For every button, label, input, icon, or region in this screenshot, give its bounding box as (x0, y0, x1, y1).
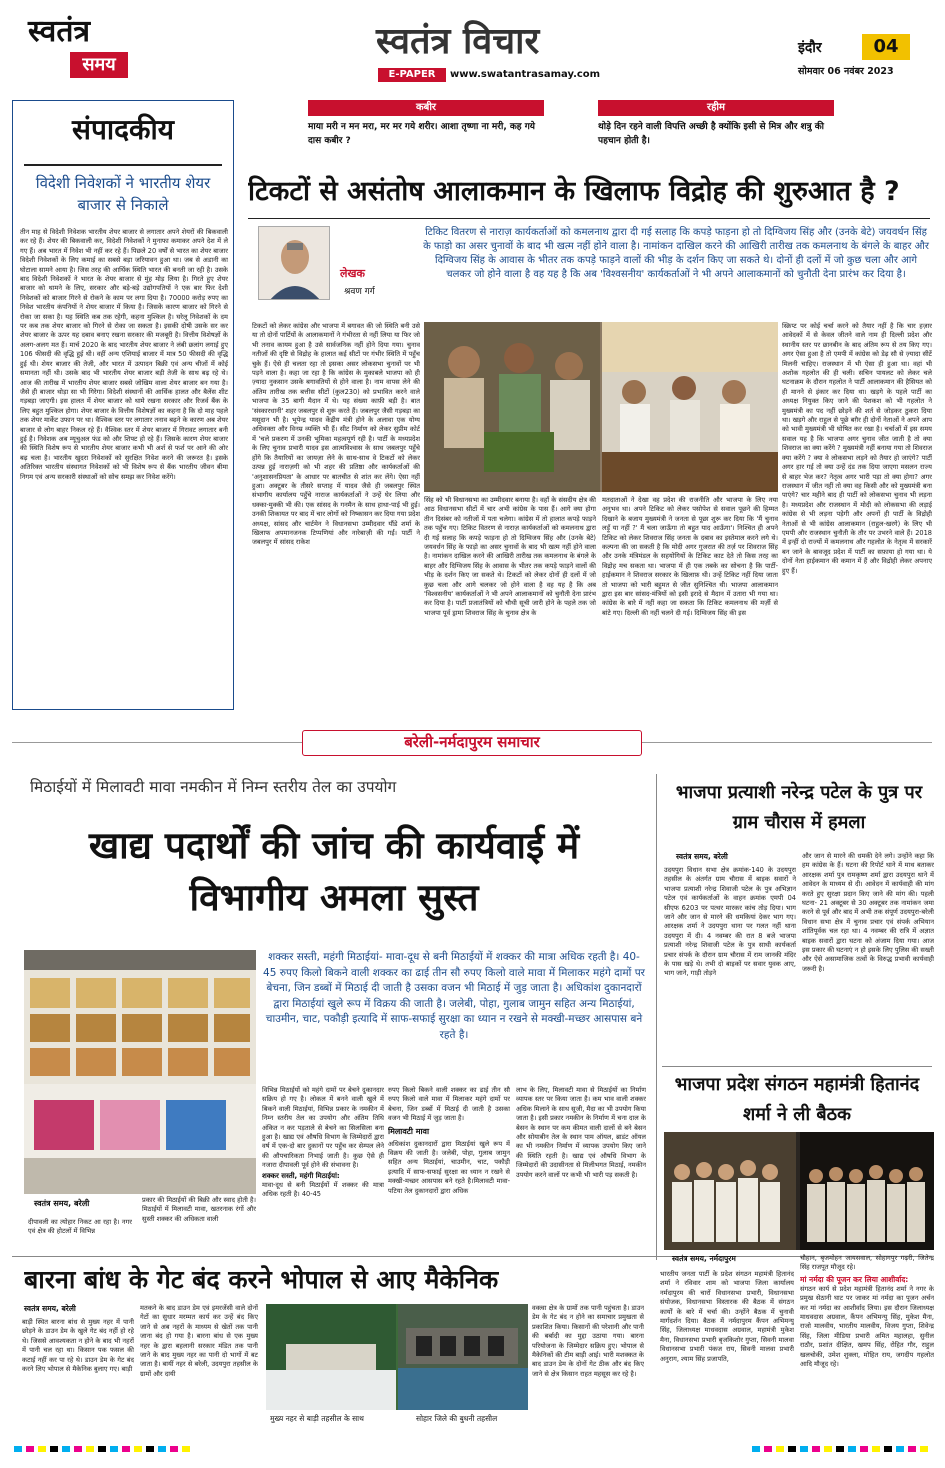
food-column-2: रुपए किलो बिकने वाली शक्कर का ढाई तीन सौ रुपए किलो वाले मावा में मिलाकर महंगे दामों पर बेचना, जिन डब्बों में मिठाई दी जाती है उसका वजन भी मिठाई में जुड़ जाता है। (388, 1086, 510, 1123)
sharma-column-2-sub: मां नर्मदा की पूजन कर लिया आशीर्वाद: (800, 1274, 909, 1284)
author-name: श्रवण गर्ग (344, 287, 375, 297)
sharma-column-1: भारतीय जनता पार्टी के प्रदेश संगठन महामंत्री हितानंद शर्मा ने रविवार शाम को भाजपा जिला कार्यालय नर्मदापुरम की चारों विधानसभा प्रभारी, विधानसभा संयोजक, विधानसभा विस्तारक की बैठक में संगठन कार्यों के बारे में चर्चा की। उन्होंने बैठक में चुनावी मार्गदर्शन दिया। बैठक में नर्मदापुरम कैंपन अभिमन्यु सिंह, जिलाध्यक्ष माधवदास अग्रवाल, महामंत्री मुकेश मैना, विधानसभा प्रभारी बृजकिशोर गुप्ता, सिवनी मालवा विधानसभा प्रभारी पंकज राय, सिवनी मालवा प्रभारी अनुराग, श्याम सिंह प्रजापति, (660, 1270, 794, 1363)
patel-headline: भाजपा प्रत्याशी नरेन्द्र पटेल के पुत्र पर ग्राम चौरास में हमला (675, 782, 923, 833)
food-headline: खाद्य पदार्थों की जांच की कार्यवाई में विभागीय अमला सुस्त (88, 824, 580, 919)
patel-column-2: और जान से मारने की धमकी देने लगे। उन्होंने कहा कि हम कांग्रेस के हैं। घटना की रिपोर्ट थाने में माथ बताकर आरक्षक शर्मा पुत्र रामकृष्ण शर्मा द्वारा उदयपुरा थाने में आवेदन के माध्यम से दी। आवेदन में कार्यवाही की मांग करते हुए सुरक्षा प्रदान किए जाने की मांग की। पहली घटना- 21 अक्टूबर से 30 अक्टूबर तक नामांकन जमा करने से पूर्व और बाद में अभी तक संपूर्ण उदयपुरा-बरेली विधान सभा क्षेत्र में चुनाव प्रचार एवं संपर्क अभियान शांतिपूर्वक चल रहा था। 4 नवम्बर की रात्रि में अज्ञात बाइक सवारों द्वारा घटना को अंजाम दिया गया। आज इस प्रकार की घटनाएं न हो इसके लिए पुलिस की सख्ती और ऐसे असामाजिक तत्वों के विरुद्ध प्रभावी कार्यवाही जरूरी है। (802, 852, 934, 973)
sharma-column-2: चौहान, बृजमोहन जायसवाल, सोहागपुर गढ़री, जितेन्द्र सिंह राजपूत मौजूद रहे। (800, 1254, 934, 1272)
author-photo (258, 226, 330, 300)
city-label: इंदौर (798, 40, 822, 56)
page-title: स्वतंत्र विचार (376, 20, 540, 62)
color-bar-left (14, 1446, 194, 1452)
food-col-2-wrap (388, 1086, 510, 1250)
baran-photo (266, 1304, 528, 1410)
logo-line2: समय (70, 52, 128, 78)
section-banner: बरेली-नर्मदापुरम समाचार (302, 730, 642, 756)
food-intro: शक्कर सस्ती, महंगी मिठाईयां- मावा-दूध से बनी मिठाईयों में शक्कर की मात्रा अधिक रहती है। 40-45 रुपए किलो बिकने वाली शक्कर का ढाई तीन सौ रुपए किलो वाले मावा में मिलाकर महंगे दामों पर बेचना, जिन डब्बों में मिठाई दी जाती है उसका वजन भी मिठाई में जुड़ जाता है। अधिकांश दुकानदारों द्वारा मिठाईयां खुले रूप में विक्रय की जाती है। जलेबी, पोहा, गुलाब जामुन सहित अन्य मिठाईयां, चाउमीन, चाट, पकौड़ी इत्यादि में साफ-सफाई सुरक्षा का ध्यान न रखने से मक्खी-मच्छर आसपास बने रहते है। (263, 951, 645, 1041)
quote-author: रहीम (598, 100, 834, 116)
quote-text: थोड़े दिन रहने वाली विपत्ति अच्छी है क्योंकि इसी से मित्र और शत्रु की पहचान होती है। (598, 122, 824, 146)
lead-headline: टिकटों से असंतोष आलाकमान के खिलाफ विद्रोह की शुरुआत है ? (248, 176, 900, 207)
date-line: सोमवार 06 नवंबर 2023 (798, 66, 894, 77)
quote-text: माया मरी न मन मरा, मर मर गये शरीर। आशा तृष्णा ना मरी, कह गये दास कबीर ? (308, 122, 535, 146)
lead-column-4: स्क्रिप्ट पर कोई चर्चा करने को तैयार नहीं है कि चार हज़ार आवेदकों में से केवल जीतने वाले नाम ही दिल्ली प्रदेश और स्थानीय स्तर पर छानबीन के बाद अंतिम रूप से तय किए गए। अगर ऐसा हुआ है तो एमपी में कांग्रेस को डेढ़ सौ से ज़्यादा सीटें मिलनी चाहिए। राजस्थान में भी ऐसा ही हुआ था। वहां भी अशोक गहलोत की ही चली। सचिन पायलट को लेकर चले घटनाक्रम के दौरान गहलोत ने पार्टी आलाकमान की हैसियत को ही मानने से इंकार कर दिया था। खड़गे के पहले पार्टी का अध्यक्ष नियुक्त किए जाने की पेशकश को भी गहलोत ने मुख्यमंत्री का पद नहीं छोड़ने की शर्त से जोड़कर ठुकरा दिया था। खड़गे और राहुल से पूछे बग़ैर ही दोनों नेताओं ने अपने आप को भावी मुख्यमंत्री भी घोषित कर रखा है। चर्चाओं में इस समय सवाल यह है कि भाजपा अगर चुनाव जीत जाती है तो क्या शिवराज का क्या करेंगे ? मुख्यमंत्री नहीं बनाया गया तो शिवराज क्या करेंगे ? क्या वे लोकसभा लड़ने को तैयार हो जाएंगे? पार्टी अगर हार गई तो क्या उन्हें दंड तक दिया जाएगा मसलन राज्य से बाहर भेज कर? नेतृत्व अगर भारी पड़ा तो क्या होगा? अगर राजस्थान में जीत नहीं तो क्या वह किसी और को मुख्यमंत्री बना पाएंगे? चार महीने बाद ही पार्टी को लोकसभा चुनाव भी लड़ना है। मध्यप्रदेश और राजस्थान में मोदी को लोकसभा की लड़ाई कांग्रेस से भी लड़ना पड़ेगी और अपनों ही पार्टी के विद्रोही नेताओं से भी कांग्रेस आलाकमान (राहुल-खरगे) के लिए भी एमपी और राजस्थान चुनौती के तौर पर उभरने वाले हैं। 2018 में इन्हीं दो राज्यों में कमलनाथ और गहलोत के नेतृत्व में सरकारें बन जाने के बावजूद प्रदेश में पार्टी का सफ़ाया हो गया था। ये दोनों नेता हाईकमान की कमान में हैं और विद्रोही लेकर अपनाए हुए हैं। (782, 322, 932, 575)
quote-box-kabir (308, 100, 544, 156)
divider (248, 218, 930, 219)
page-number: 04 (862, 34, 910, 60)
food-col-prefix: प्रकार की मिठाईयों की बिक्री और स्वाद होती है। मिठाईयों में मिलावटी मावा, खतरनाक रंगों और सुस्ती शक्कर की अधिकता वाली (142, 1196, 256, 1223)
sharma-photo (664, 1132, 934, 1250)
food-photo-credit: स्वतंत्र समय, बरेली (34, 1199, 90, 1208)
site-url[interactable]: www.swatantrasamay.com (450, 69, 601, 80)
food-kicker: मिठाईयों में मिलावटी मावा नमकीन में निम्न स्तरीय तेल का उपयोग (30, 778, 397, 796)
quote-author: कबीर (308, 100, 544, 116)
baran-column-4: वक्त्वा क्षेत्र के ग्रामों तक पानी पहुंचता है। डाउन डेम के गेट बंद न होने का समाचार प्रमुखता से प्रकाशित किया। किसानों की परेशानी और पानी की बर्बादी का मुद्दा उठाया गया। बारना परियोजना के जिम्मेदार सक्रिय हुए। भोपाल से मैकेनिकों की टीम बाड़ी आई। भारी मशक्कत के बाद डाउन डेम के दोनों गेट ठीक और बंद किए जाने से क्षेत्र किसान राहत महसूस कर रहे है। (532, 1304, 644, 1378)
color-bar-right (752, 1446, 932, 1452)
divider (656, 774, 657, 1260)
sharma-col-2-wrap (800, 1254, 934, 1430)
author-label: लेखक (340, 267, 365, 280)
baran-photo-caption-a: मुख्य नहर से बाड़ी तहसील के साथ (270, 1414, 364, 1423)
food-column-2-sub: मिलावटी मावा (388, 1126, 430, 1136)
lead-column-3: मतदाताओं ने देखा वह प्रदेश की राजनीति और भाजपा के लिए नया अनुभव था। अपने टिकिट को लेकर पसोपेश से सवाल पूछने की हिम्मत दिखाने के बजाय मुख्यमंत्री ने जनता से पूछा शुरू कर दिया कि 'मैं चुनाव लड़ूँ या नहीं ?' मैं चला जाऊँगा तो बहुत याद आऊँगा'। निश्चित ही अपने टिकिट को लेकर शिवराज सिंह जनता के दबाव का इस्तेमाल करने लगे थे। कल्पना की जा सकती है कि मोदी अगर गुजरात की तर्ज़ पर शिवराज सिंह और उनके मंत्रिमंडल के सहयोगियों के टिकिट काट देते तो किस तरह का विद्रोह मच सकता था। भाजपा में ही एक तबके का सोचना है कि पार्टी-हाईकमान ने शिवराज सरकार के खिलाफ़ थी। उन्हें टिकिट नहीं दिया जाता तो भाजपा को भारी बहुमत से जीत सुनिश्चित थी। भाजपा आलाकमान द्वारा इस बार सांसद-मंत्रियों को इसी इरादे से मैदान में उतारा भी गया था। कांग्रेस के बारे में नहीं कहा जा सकता कि टिकिट कमलनाथ की मर्ज़ी से बांटे गए। दिल्ली की नहीं चलने दी गई। दिग्विजय सिंह की इस (602, 496, 778, 617)
divider (24, 164, 222, 166)
food-column-2-b: अधिकांश दुकानदारों द्वारा मिठाईयां खुले रूप में विक्रय की जाती है। जलेबी, पोहा, गुलाब जामुन सहित अन्य मिठाईयां, चाउमीन, चाट, पकौड़ी इत्यादि में साफ-सफाई सुरक्षा का ध्यान न रखने से मक्खी-मच्छर आसपास बने रहते है।मिलावटी मावा-पटिया तेल दुकानदारों द्वारा अधिक (388, 1139, 510, 1195)
patel-column-1: उदयपुरा विधान सभा क्षेत्र क्रमांक-140 के उदयपुरा तहसील के अंतर्गत ग्राम चौरास में बाइक सवारों ने भाजपा प्रत्याशी नरेन्द्र शिवाजी पटेल के पुत्र अभिज्ञान पटेल एवं कार्यकर्ताओं के वाहन क्रमांक एमपी 04 सीएफ 6203 पर पत्थर मारकर कांच तोड़ दिया। भाग जाने और जान से मारने की धमकियां देकर भाग गए। आरक्षक शर्मा ने उदयपुरा थाना पर गलत नहीं थाना उदयपुरा में दी। 4 नवम्बर की रात 8 बजे भाजपा प्रत्याशी नरेन्द्र शिवाजी पटेल के पुत्र साथी कार्यकर्ता प्रचार संपर्क के दौरान ग्राम चौरास में राम जानकी मंदिर के पास खड़े थे। तभी दो बाइकों पर सवार युवक आए, भाग जाने, गाड़ी तोड़ने (664, 866, 796, 978)
food-photo (24, 950, 256, 1194)
baran-headline: बारना बांध के गेट बंद करने भोपाल से आए मैकेनिक (24, 1265, 499, 1294)
baran-column-1: बाड़ी स्थित बारना बांध से मुख्य नहर में पानी छोड़ने के डाउन डेम के खुले गेट बंद नहीं हो रहे थे। जिससे आवश्यकता न होने के बाद भी नहरों में पानी चल रहा था। किसान पक फसल की कटाई नहीं कर पा रहे थे। डाउन डेम के गेट बंद करने लिए भोपाल से मैकेनिक बुलाए गए। बाड़ी (22, 1318, 134, 1374)
editorial-body: तीन माह से विदेशी निवेशक भारतीय शेयर बाजार से लगातार अपने शेयरों की बिकवाली कर रहे हैं। शेयर की बिकवाली कर, विदेशी निवेशकों ने मुनाफा कमाकर अपने देश में ले गए हैं। अब भारत में निवेश भी नहीं कर रहे हैं। पिछले 20 वर्षों से भारत का शेयर बाजार विदेशी निवेशकों के लिए कमाई का सबसे बड़ा जरियावन हुआ था। जब से अडानी का घोटाला सामने आया है। जिस तरह की आर्थिक स्थिति भारत की बनती जा रही है। उसके बाद विदेशी निवेशकों ने भारत के शेयर बाजार से मुंह मोड़ लिया है। गिरते हुए शेयर बाजार को थामने के लिए, सरकार और बड़े-बड़े उद्योगपतियों ने एक बार फिर देशी निवेशकों को बाजार गिरने से रोकने के काम पर लगा दिया है। 70000 करोड़ रुपए का निवेश भारतीय कंपनियों ने शेयर बाजार में किया है। जिसके कारण बाजार को गिरने से रोका जा सका है। यह स्थिति कब तक रहेगी, कहना मुश्किल है। घरेलू निवेशकों के दम पर कब तक शेयर बाजार को गिरने से रोका जा सकता है। इसकी दोषी उसके सर कर शेयर बाजार के ऊपर यह दबाव बनाए रखना सरकार की मजबूरी है। वित्तीय विशेषज्ञों के अलग-अलग मत हैं। मार्च 2020 के बाद भारतीय शेयर बाजार ने लंबी छलांग लगाई हुए 106 फीसदी की वृद्धि हुई थी। वहीं अन्य एशियाई बाजार में मात्र 50 फीसदी की वृद्धि हुई थी। शेयर बाजार की तेजी, और भारत में उत्पादन बिक्री एवं अन्य चीजों में कोई समानता नहीं थी। उसके बाद भी भारतीय शेयर बाजार बड़ी तेजी के साथ बढ़ रहे थे। आज की तारीख में भारतीय शेयर बाजार सबसे जोखिम वाला शेयर बाजार बन गया है। जैसे ही बाजार थोड़ा सा भी गिरेगा। विदेशी संस्थानों की आर्थिक हालत और बैलेंस शीट गड़बड़ा जाएगी। इस हालत में शेयर बाजार को थामे रखना सरकार और रिजर्व बैंक के लिए बहुत मुश्किल होगा। शेयर बाजार के वित्तीय विशेषज्ञों का कहना है कि दो माह पहले तक शेयर मार्केट उफान पर था। वैश्विक स्तर पर लगातार तनाव बढ़ने के कारण अब शेयर बाजार से लोग बाहर निकल रहे हैं। वैश्विक स्तर में शेयर बाजार में गिरावट लगातार बनी हुई है। निवेशक अब म्यूचुअल फंड को और शिफ्ट हो रहे हैं। जिसके कारण शेयर बाजार की स्थिति विशेष रूप से भारतीय शेयर बाजार कभी भी अर्श से फर्श पर आने की ओर बढ़ चला है। भारतीय खुदरा निवेशकों को सुरक्षित निवेश करने की जरूरत है। इसके अतिरिक्त भारतीय संस्थागत निवेशकों को भी विशेष रूप से बैंक भारतीय जीवन बीमा निगम एवं अन्य सरकारी संस्थाओं को सोच समझ कर निवेश करेंगे। (20, 228, 228, 481)
logo-line1: स्वतंत्र (28, 14, 91, 49)
editorial-section-title: संपादकीय (72, 113, 174, 146)
baran-photo-caption-b: सोहार जिले की बुधनी तहसील (416, 1414, 498, 1423)
food-photo-caption: दीपावली का त्योहार निकट आ रहा है। नगर एवं क्षेत्र की होटलों में विभिन्न (28, 1218, 132, 1236)
patel-credit: स्वतंत्र समय, बरेली (676, 852, 728, 861)
food-column-1-b: मावा-दूध से बनी मिठाईयों में शक्कर की मात्रा अधिक रहती है। 40-45 (262, 1180, 384, 1199)
lead-intro: टिकिट वितरण से नाराज़ कार्यकर्ताओं को कमलनाथ द्वारा दी गई सलाह कि कपड़े फाड़ना हो तो दिग्विजय सिंह और (उनके बेटे) जयवर्धन सिंह के फाड़ो का असर चुनावों के बाद भी खत्म नहीं होने वाला है। नामांकन दाखिल करने की आखिरी तारीख तक कमलनाथ के बंगले के बाहर और दिग्विजय सिंह के आवास के भीतर तक कपड़े फाड़ने वालों की भीड़ के दर्शन किए जा सकते थे। दोनों ही दलों में जो कुछ चला और आगे चलकर जो होने वाला है वह यह है कि अब 'विश्वसनीय' कार्यकर्ताओं ने भी अपने आलाकमानों को चुनौती देना प्रारंभ कर दिया है। (423, 227, 929, 280)
divider (12, 1256, 932, 1257)
sharma-headline: भाजपा प्रदेश संगठन महामंत्री हितानंद शर्मा ने ली बैठक (674, 1074, 920, 1125)
food-column-1-sub: शक्कर सस्ती, महंगी मिठाईयां: (262, 1171, 340, 1180)
food-column-3: लाभ के लिए, मिलावटी मावा से मिठाईयों का निर्माण व्यापक स्तर पर किया जाता है। कम भाव वाली शक्कर अधिक मिलाने के साथ सूजी, मैदा का भी उपयोग किया जाता है। इसी प्रकार नमकीन के निर्माण में चना दाल के बेसन के स्थान पर कम कीमत वाली दालों से बने बेसन और सोयाबीन तेल के स्थान पाम ऑयल, ब्राडंट ऑयल का भी नमकीन निर्माण में व्यापक उपयोग किए जाने की स्थिति रहती है। खाद्य एवं औषधि विभाग के जिम्मेदारों की उदासीनता से मिलीभगत मिठाई, नमकीन उपयोग करने वालों पर कभी भी भारी पड़ सकती है। (516, 1086, 646, 1179)
divider (662, 1066, 932, 1067)
food-column-1: विभिन्न मिठाईयों को महंगे दामों पर बेचने दुकानदार सक्रिय हो गए है। लोकल में बनने वाली खुले में बिकने वाली मिठाईयां, विभिन्न प्रकार के नमकीन में निम्न स्तरीय तेल का उपयोग और अंतिम तिथि अंकित न कर पड़ताले से बेचने का सिलसिला बना हुआ है। खाद्य एवं औषधि विभाग के जिम्मेदारों द्वारा वर्ष में एक-दो बार दुकानों पर पहुँच कर सेम्पल लेने की औपचारिकता निभाई जाती है। कुछ ऐसे ही नजारा दीपावली पूर्व होने की संभावना है। (262, 1086, 384, 1170)
epaper-badge: E-PAPER (378, 68, 446, 82)
food-col-1-wrap (262, 1086, 384, 1250)
baran-column-2: मतकने के बाद डाउन डेम एवं इमरजेंसी वाले दोनों गेटों का सुधार मरम्मत कार्य कर उन्हें बंद किए जाने से अब नहरों के माध्यम से खेतों तक पानी जाना बंद हो गया है। बारना बांध से एक मुख्य नहर के द्वारा बहलानी सरकार मंडित तक पानी जाने के बाद मुख्य नहर का पानी दो भागों में बट जाता है। बायीं नहर से बरेली, उदयपुरा तहसील के ग्रामों और दायी (140, 1304, 258, 1378)
editorial-headline: विदेशी निवेशकों ने भारतीय शेयर बाजार से निकाले (35, 174, 211, 214)
logo (28, 14, 128, 86)
lead-photo (424, 322, 778, 492)
sharma-column-2-b: संगठन कार्य से प्रदेश महामंत्री हितानंद शर्मा ने नगर के प्रमुख सेठानी घाट पर जाकर मां नर्मदा का पूजन अर्चन कर मां नर्मदा का आशीर्वाद लिया। इस दौरान जिलाध्यक्ष माधवदास अग्रवाल, कैंपन अभिमन्यु सिंह, मुकेश मैना, राजो मालवीय, भारतीय मालवीय, विजय गुप्ता, शिवेन्द्र सिंह, जिला मीडिया प्रभारी अमित महालहा, सुनील राठौर, प्रशांत दीक्षित, खमप सिंह, रोहित गौर, राहुल खलचोकी, उमेश शुक्ला, मोहित राय, जगदीप गहलोत आदि मौजूद रहे। (800, 1284, 934, 1369)
lead-column-1: टिकटों को लेकर कांग्रेस और भाजपा में बगावत की जो स्थिति बनी उसे या तो दोनों पार्टियों के आलाकमानों ने गंभीरता से नहीं लिया या फिर जो भी तनाव कायम हुआ है उसे सार्वजनिक नहीं होने दिया गया। चुनाव नतीजों की दृष्टि से विद्रोह के हालात कई सीटों पर गंभीर स्थिति में पहुँच चुके हैं। ऐसे ही चलता रहा तो इसका असर लोकसभा चुनावों पर भी पड़ने वाला है। कहा जा रहा है कि कांग्रेस के मुकाबले भाजपा को ही ज़्यादा नुकसान उसके बगावतियों से होने वाला है। नाम वापस लेने की अंतिम तारीख तक बत्तीस सीटों (कुल230) को प्रभावित करने वाले भाजपा के 35 बागी मैदान में थे। यह संख्या काफ़ी बड़ी है। बात 'संस्कारधानी' शहर जबलपुर से शुरू करते हैं। जबलपुर जैसी गड़बड़ा का मसूदान भी है। भूपेन्द्र यादव केंद्रीय मंत्री होने के अलावा एक योग्य अधिवक्ता और विनम्र व्यक्ति भी हैं। सीट निर्माण को लेकर सुप्रीम कोर्ट में 'चले प्रकरण में उनकी भूमिका महत्वपूर्ण रही है। पार्टी के मध्यप्रदेश के लिए चुनाव प्रभारी यादव इस आत्मविश्वास के साथ जबलपुर पहुँचे होंगे कि तैयारियों का जायज़ा लेने के साथ-साथ वे टिकटों को लेकर उत्पन्न हुई नाराज़गी को भी शहर की प्रतिष्ठा और कार्यकर्ताओं की 'अनुशासनप्रियता' के आधार पर बातचीत से शांत कर लेंगे। ऐसा नहीं हुआ। अक्टूबर के तीसरे सप्ताह में यादव जैसे ही जबलपुर स्थित संभागीय कार्यालय पहुँचे नाराज कार्यकर्ताओं ने उन्हें घेर लिया और धक्का-मुक्की भी की। एक सांसद के गनमैन के साथ हाथा-पाई भी हुई। उनकी शिकायत पर बाद में चार लोगों को निष्कासन कर दिया गया प्रदेश अध्यक्ष, सांसद और चार्टमेन ने विधानसभा उम्मीदवार यौंडे शर्मा के खिलाफ अपमानजनक टिप्पणियां और नारेबाज़ी की गईं। पार्टी ने जबलपुर में सांसद राकेश (252, 322, 420, 547)
quote-box-rahim (598, 100, 834, 156)
lead-column-2: सिंह को भी विधानसभा का उम्मीदवार बनाया है। वहाँ के संसदीय क्षेत्र की आठ विधानसभा सीटों में चार अभी कांग्रेस के पास हैं। आगे क्या होगा तीन दिसंबर को नतीजों में पता चलेगा। कांग्रेस में तो हालात कपड़े फाड़ने तक पहुँच गए। टिकिट वितरण से नाराज़ कार्यकर्ताओं को कमलनाथ द्वारा दी गई सलाह कि कपड़े फाड़ना हो तो दिग्विजय सिंह और (उनके बेटे) जयवर्धन सिंह के फाड़ो का असर चुनावों के बाद भी खत्म नहीं होने वाला है। नामांकन दाखिल करने की आखिरी तारीख तक कमलनाथ के बंगले के बाहर और दिग्विजय सिंह के आवास के भीतर तक कपड़े फाड़ने वालों की भीड़ के दर्शन किए जा सकते थे। टिकटों को लेकर दोनों ही दलों में जो कुछ चला और आगे चलकर जो होने वाला है वह यह है कि अब 'विश्वसनीय' कार्यकर्ताओं ने भी अपने आलाकमानों को चुनौती देना प्रारंभ कर दिया है। पार्टी प्रजातंत्रियों को चौथी सूची जारी होने के पहले तक जो भाजपा पूर्व ड्रामा शिवराज सिंह के चुनाव क्षेत्र के (424, 496, 596, 617)
sharma-credit: स्वतंत्र समय, नर्मदापुरम (672, 1254, 736, 1263)
baran-credit: स्वतंत्र समय, बरेली (24, 1304, 76, 1313)
